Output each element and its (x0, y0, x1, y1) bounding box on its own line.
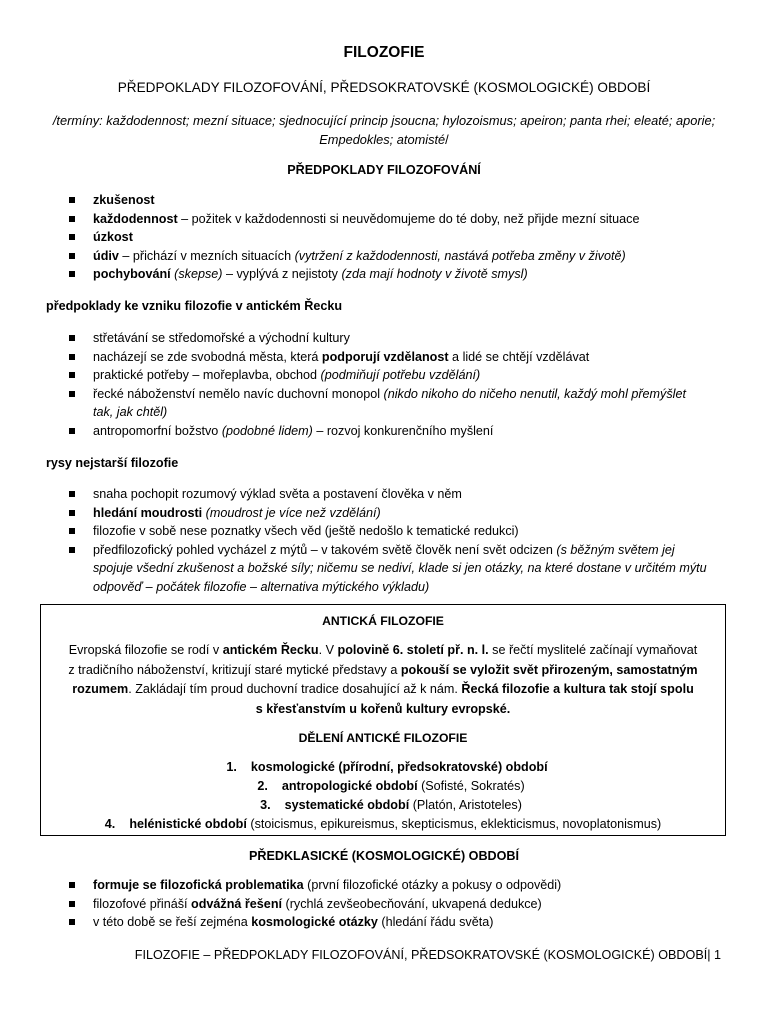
division-item-2: 2. antropologické období (Sofisté, Sokratés) (257, 779, 525, 793)
list-item: filozofie v sobě nese poznatky všech věd (ještě nedošlo k tematické redukci) (0, 522, 768, 541)
list-item: úzkost (0, 228, 768, 247)
list-item: údiv – přichází v mezních situacích (vytržení z každodennosti, nastává potřeba změny v životě) (0, 247, 768, 266)
list-item: antropomorfní božstvo (podobné lidem) – rozvoj konkurenčního myšlení (0, 422, 768, 441)
division-item-1: 1. kosmologické (přírodní, předsokratovské) období (226, 760, 548, 774)
division-item-3: 3. systematické období (Platón, Aristoteles) (260, 798, 522, 812)
terms-paragraph (40, 111, 728, 149)
list-item: v této době se řeší zejména kosmologické otázky (hledání řádu světa) (0, 913, 768, 932)
list-item: zkušenost (0, 191, 768, 210)
list-item: pochybování (skepse) – vyplývá z nejistoty (zda mají hodnoty v životě smysl) (0, 265, 768, 284)
section-heading-rysy: rysy nejstarší filozofie (46, 456, 179, 470)
bullet-icon (69, 234, 75, 240)
list-item: řecké náboženství nemělo navíc duchovní monopol (nikdo nikoho do ničeho nenutil, každý mohl přemýšlet tak, jak chtěl) (0, 385, 768, 422)
bullet-icon (69, 428, 75, 434)
terms-line-2: Empedokles; atomisté/ (319, 132, 449, 147)
page-subtitle: PŘEDPOKLADY FILOZOFOVÁNÍ, PŘEDSOKRATOVSKÉ (KOSMOLOGICKÉ) OBDOBÍ (117, 80, 651, 95)
section-heading-predklasicke: PŘEDKLASICKÉ (KOSMOLOGICKÉ) OBDOBÍ (248, 849, 520, 863)
section-heading-predpoklady: PŘEDPOKLADY FILOZOFOVÁNÍ (287, 163, 481, 177)
list-item: praktické potřeby – mořeplavba, obchod (podmiňují potřebu vzdělání) (0, 366, 768, 385)
bullet-icon (69, 271, 75, 277)
division-heading: DĚLENÍ ANTICKÉ FILOZOFIE (298, 731, 468, 745)
list-item: hledání moudrosti (moudrost je více než vzdělání) (0, 504, 768, 523)
list-item: střetávání se středomořské a východní kultury (0, 329, 768, 348)
bullet-list-vznik (0, 329, 768, 440)
bullet-icon (69, 491, 75, 497)
bullet-list-rysy (0, 485, 768, 596)
bullet-icon (69, 354, 75, 360)
section-heading-predpoklady-vzniku: předpoklady ke vzniku filozofie v antickém Řecku (46, 299, 343, 313)
page-title: FILOZOFIE (343, 44, 425, 61)
bullet-icon (69, 528, 75, 534)
bullet-icon (69, 510, 75, 516)
box-heading: ANTICKÁ FILOZOFIE (322, 614, 444, 628)
list-item: snaha pochopit rozumový výklad světa a postavení člověka v něm (0, 485, 768, 504)
bullet-icon (69, 372, 75, 378)
bullet-icon (69, 882, 75, 888)
bullet-icon (69, 901, 75, 907)
list-item: každodennost – požitek v každodennosti si neuvědomujeme do té doby, než přijde mezní situace (0, 210, 768, 229)
terms-line-1: /termíny: každodennost; mezní situace; sjednocující princip jsoucna; hylozoismus; apeiron; panta rhei; eleaté; aporie; (52, 113, 716, 128)
list-item: formuje se filozofická problematika (první filozofické otázky a pokusy o odpovědi) (0, 876, 768, 895)
page-footer: FILOZOFIE – PŘEDPOKLADY FILOZOFOVÁNÍ, PŘEDSOKRATOVSKÉ (KOSMOLOGICKÉ) OBDOBÍ| 1 (134, 948, 721, 962)
bullet-icon (69, 391, 75, 397)
box-paragraph: Evropská filozofie se rodí v antickém Řecku. V polovině 6. století př. n. l. se řečtí myslitelé začínají vymaňovat z tradičního náboženství, kritizují staré mytické představy a pokouší se vyložit svět přirozeným, samostatným rozumem. Zakládají tím proud duchovní tradice dosahující až k nám. Řecká filozofie a kultura tak stojí spolu s křesťanstvím u kořenů kultury evropské. (68, 643, 698, 716)
list-item: filozofové přináší odvážná řešení (rychlá zevšeobecňování, ukvapená dedukce) (0, 895, 768, 914)
bullet-icon (69, 919, 75, 925)
bullet-icon (69, 335, 75, 341)
bullet-icon (69, 253, 75, 259)
bullet-icon (69, 547, 75, 553)
bullet-list-predklasicke (0, 876, 768, 932)
bullet-icon (69, 197, 75, 203)
list-item: nacházejí se zde svobodná města, která podporují vzdělanost a lidé se chtějí vzdělávat (0, 348, 768, 367)
bullet-list-predpoklady (0, 191, 768, 284)
list-item: předfilozofický pohled vycházel z mýtů – v takovém světě člověk není svět odcizen (s běžným světem jej spojuje všední zkušenost a božské síly; ničemu se nediví, klade si jen otázky, na které dostane v určitém mýtu odpověď – počátek filozofie – alternativa mýtického výkladu) (0, 541, 768, 597)
antika-box (40, 604, 726, 836)
bullet-icon (69, 216, 75, 222)
division-item-4: 4. helénistické období (stoicismus, epikureismus, skepticismus, eklekticismus, novoplatonismus) (104, 817, 662, 831)
